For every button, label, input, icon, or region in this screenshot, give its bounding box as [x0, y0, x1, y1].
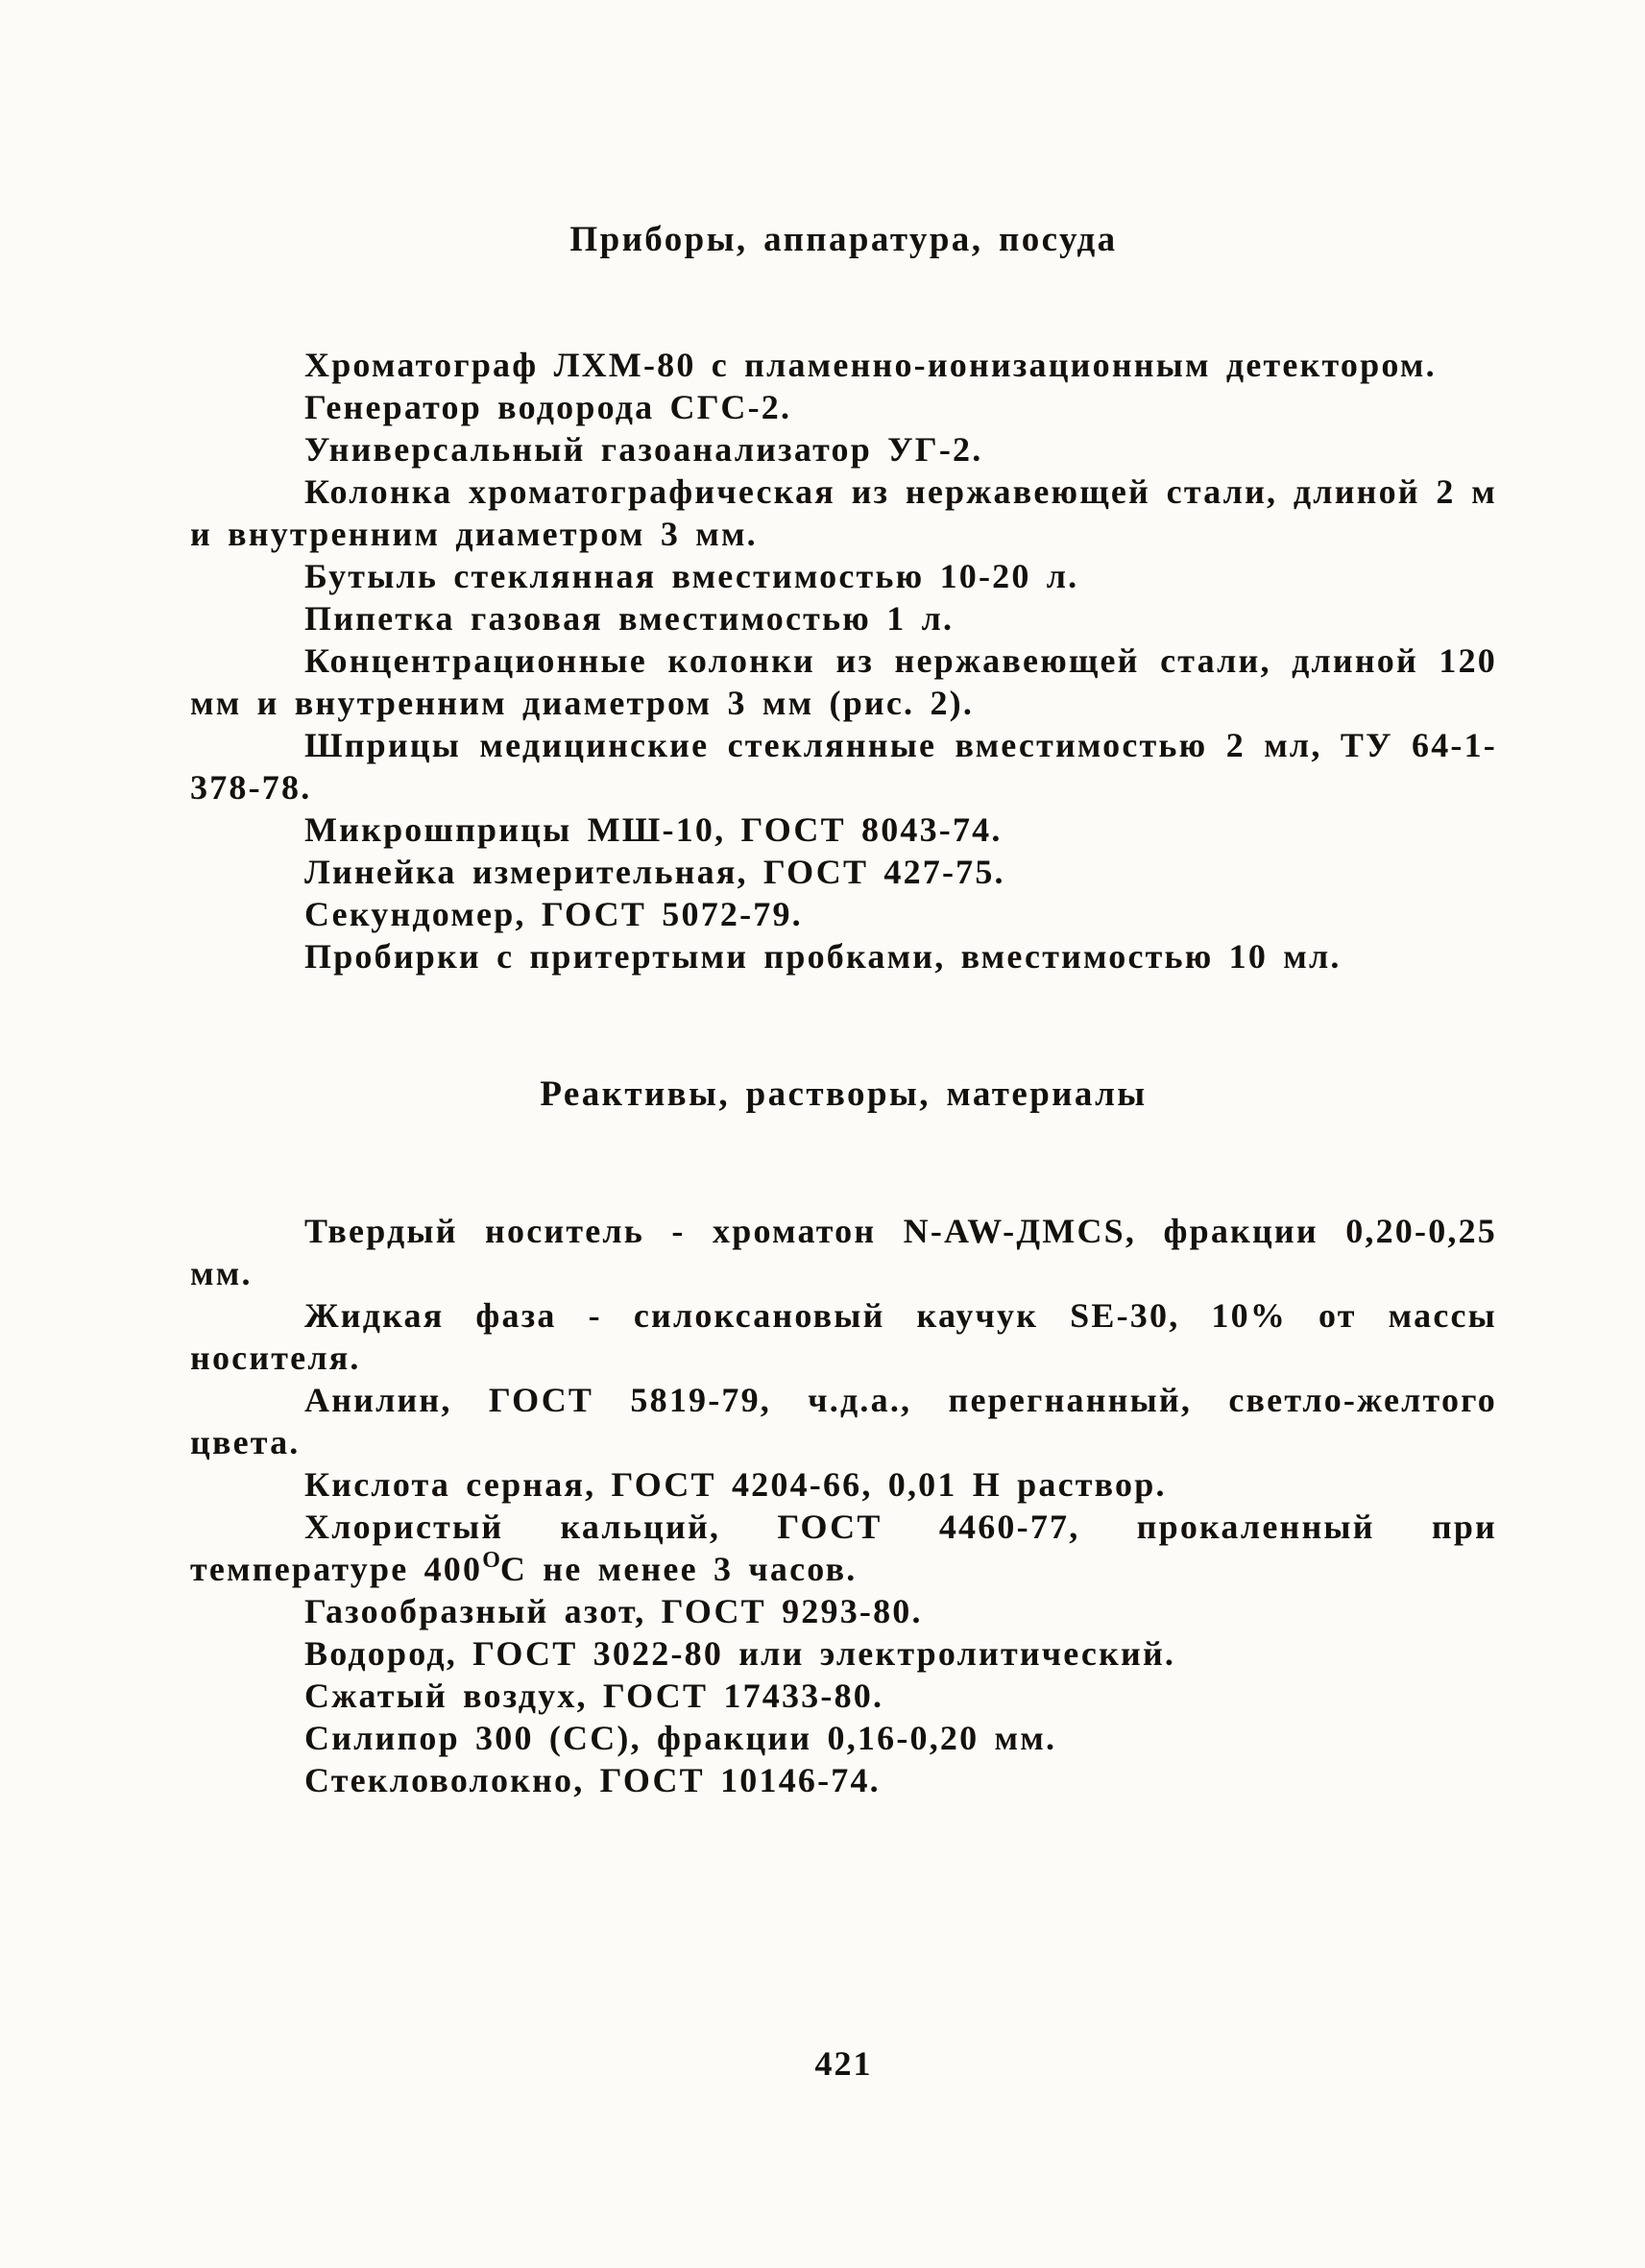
paragraph: [190, 1506, 1497, 1590]
section-equipment: [190, 219, 1497, 977]
paragraph: Концентрационные колонки из нержавеющей стали, длиной 120 мм и внутренним диаметром 3 мм (рис. 2).: [190, 641, 1497, 722]
paragraph: Микрошприцы МШ-10, ГОСТ 8043-74.: [304, 810, 1003, 849]
section-title-reagents: Реактивы, растворы, материалы: [540, 1074, 1148, 1114]
section-reagents: [190, 1074, 1497, 1801]
paragraph: Линейка измерительная, ГОСТ 427-75.: [304, 853, 1005, 891]
paragraph: Сжатый воздух, ГОСТ 17433-80.: [304, 1677, 884, 1715]
paragraph: Колонка хроматографическая из нержавеющей стали, длиной 2 м и внутренним диаметром 3 мм.: [190, 472, 1497, 553]
paragraph: Секундомер, ГОСТ 5072-79.: [304, 895, 803, 933]
section-title-equipment: Приборы, аппаратура, посуда: [569, 220, 1118, 259]
paragraph: Водород, ГОСТ 3022-80 или электролитический.: [304, 1634, 1176, 1673]
paragraph: Кислота серная, ГОСТ 4204-66, 0,01 Н раствор.: [304, 1465, 1167, 1504]
paragraph: Шприцы медицинские стеклянные вместимостью 2 мл, ТУ 64-1-378-78.: [190, 726, 1497, 807]
paragraph: Бутыль стеклянная вместимостью 10-20 л.: [304, 557, 1079, 595]
page-number: 421: [814, 2044, 873, 2083]
paragraph: Жидкая фаза - силоксановый каучук SE-30, 10% от массы носителя.: [190, 1296, 1497, 1377]
paragraph: Универсальный газоанализатор УГ-2.: [304, 430, 983, 469]
paragraph: Пробирки с притертыми пробками, вместимостью 10 мл.: [304, 937, 1342, 976]
paragraph: Хроматограф ЛХМ-80 с пламенно-ионизационным детектором.: [304, 346, 1437, 384]
paragraph: Анилин, ГОСТ 5819-79, ч.д.а., перегнанный, светло-желтого цвета.: [190, 1381, 1497, 1461]
reagents-paragraph-block: [190, 1210, 1497, 1801]
paragraph-text: С не менее 3 часов.: [499, 1550, 858, 1588]
degree-superscript: О: [482, 1548, 500, 1573]
equipment-paragraph-block: [190, 344, 1497, 977]
paragraph: Генератор водорода СГС-2.: [304, 388, 792, 426]
paragraph-text: Хлористый кальций, ГОСТ 4460-77, прокаленный при температуре 400: [190, 1508, 1497, 1588]
paragraph: Твердый носитель - хроматон N-AW-ДМCS, фракции 0,20-0,25 мм.: [190, 1212, 1497, 1292]
paragraph: Газообразный азот, ГОСТ 9293-80.: [304, 1592, 923, 1630]
paragraph: Стекловолокно, ГОСТ 10146-74.: [304, 1761, 881, 1799]
paragraph: Силипор 300 (СС), фракции 0,16-0,20 мм.: [304, 1719, 1057, 1757]
paragraph: Пипетка газовая вместимостью 1 л.: [304, 599, 955, 638]
